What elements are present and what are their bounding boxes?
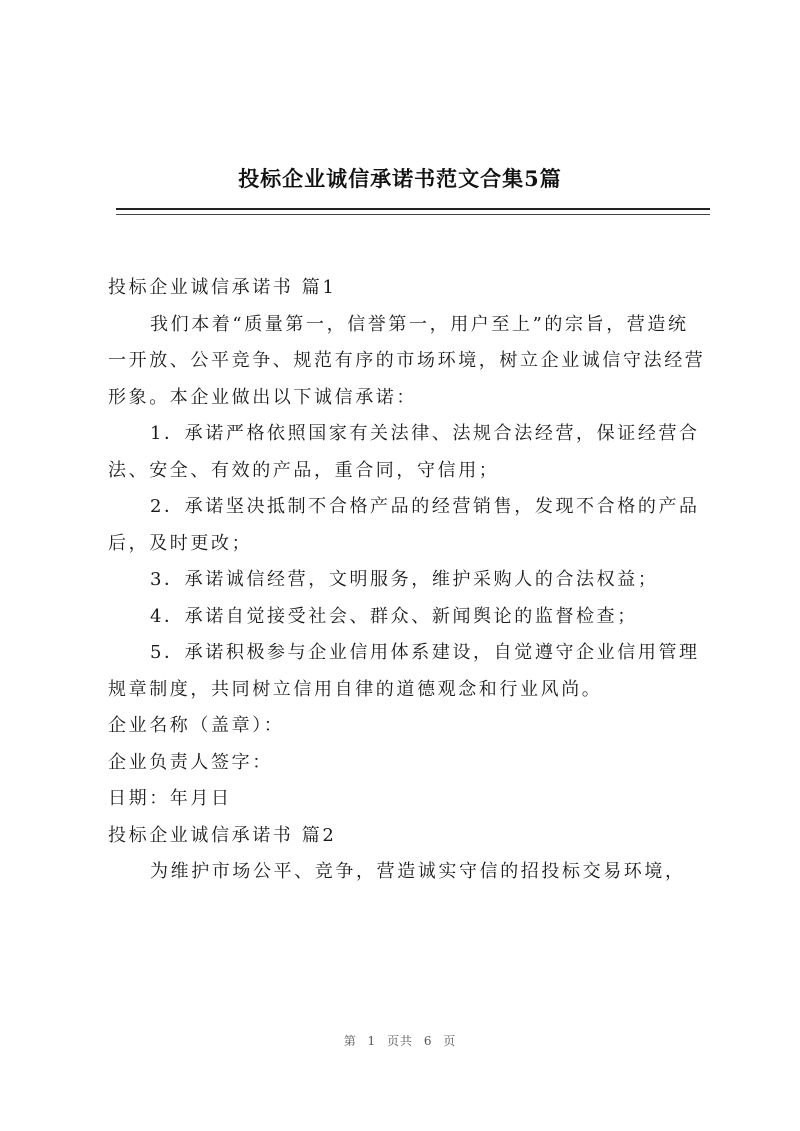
title-divider-thin — [116, 214, 710, 215]
commitment-item-3: 3．承诺诚信经营，文明服务，维护采购人的合法权益； — [150, 569, 659, 590]
company-name-line: 企业名称（盖章）： — [108, 715, 285, 736]
commitment-item-1: 1．承诺严格依照国家有关法律、法规合法经营，保证经营合法、安全、有效的产品，重合同，守信用； — [108, 423, 700, 481]
commitment-item-5: 5．承诺积极参与企业信用体系建设，自觉遵守企业信用管理规章制度，共同树立信用自律的道德观念和行业风尚。 — [108, 642, 700, 700]
document-body — [108, 270, 708, 891]
section-heading-1: 投标企业诚信承诺书 篇1 — [108, 277, 337, 298]
signature-line: 企业负责人签字： — [108, 751, 273, 773]
title-divider-thick — [116, 208, 710, 210]
page-footer: 第 1 页共 6 页 — [343, 1034, 457, 1048]
commitment-item-4: 4．承诺自觉接受社会、群众、新闻舆论的监督检查； — [150, 605, 638, 627]
section-2-paragraph: 为维护市场公平、竞争，营造诚实守信的招投标交易环境， — [150, 861, 686, 882]
intro-paragraph: 我们本着“质量第一，信誉第一，用户至上”的宗旨，营造统一开放、公平竞争、规范有序的市场环境，树立企业诚信守法经营形象。本企业做出以下诚信承诺： — [108, 313, 706, 408]
date-line: 日期：年月日 — [108, 788, 232, 809]
document-title: 投标企业诚信承诺书范文合集5篇 — [238, 166, 562, 191]
section-heading-2: 投标企业诚信承诺书 篇2 — [108, 824, 337, 846]
commitment-item-2: 2．承诺坚决抵制不合格产品的经营销售，发现不合格的产品后，及时更改； — [108, 496, 700, 554]
